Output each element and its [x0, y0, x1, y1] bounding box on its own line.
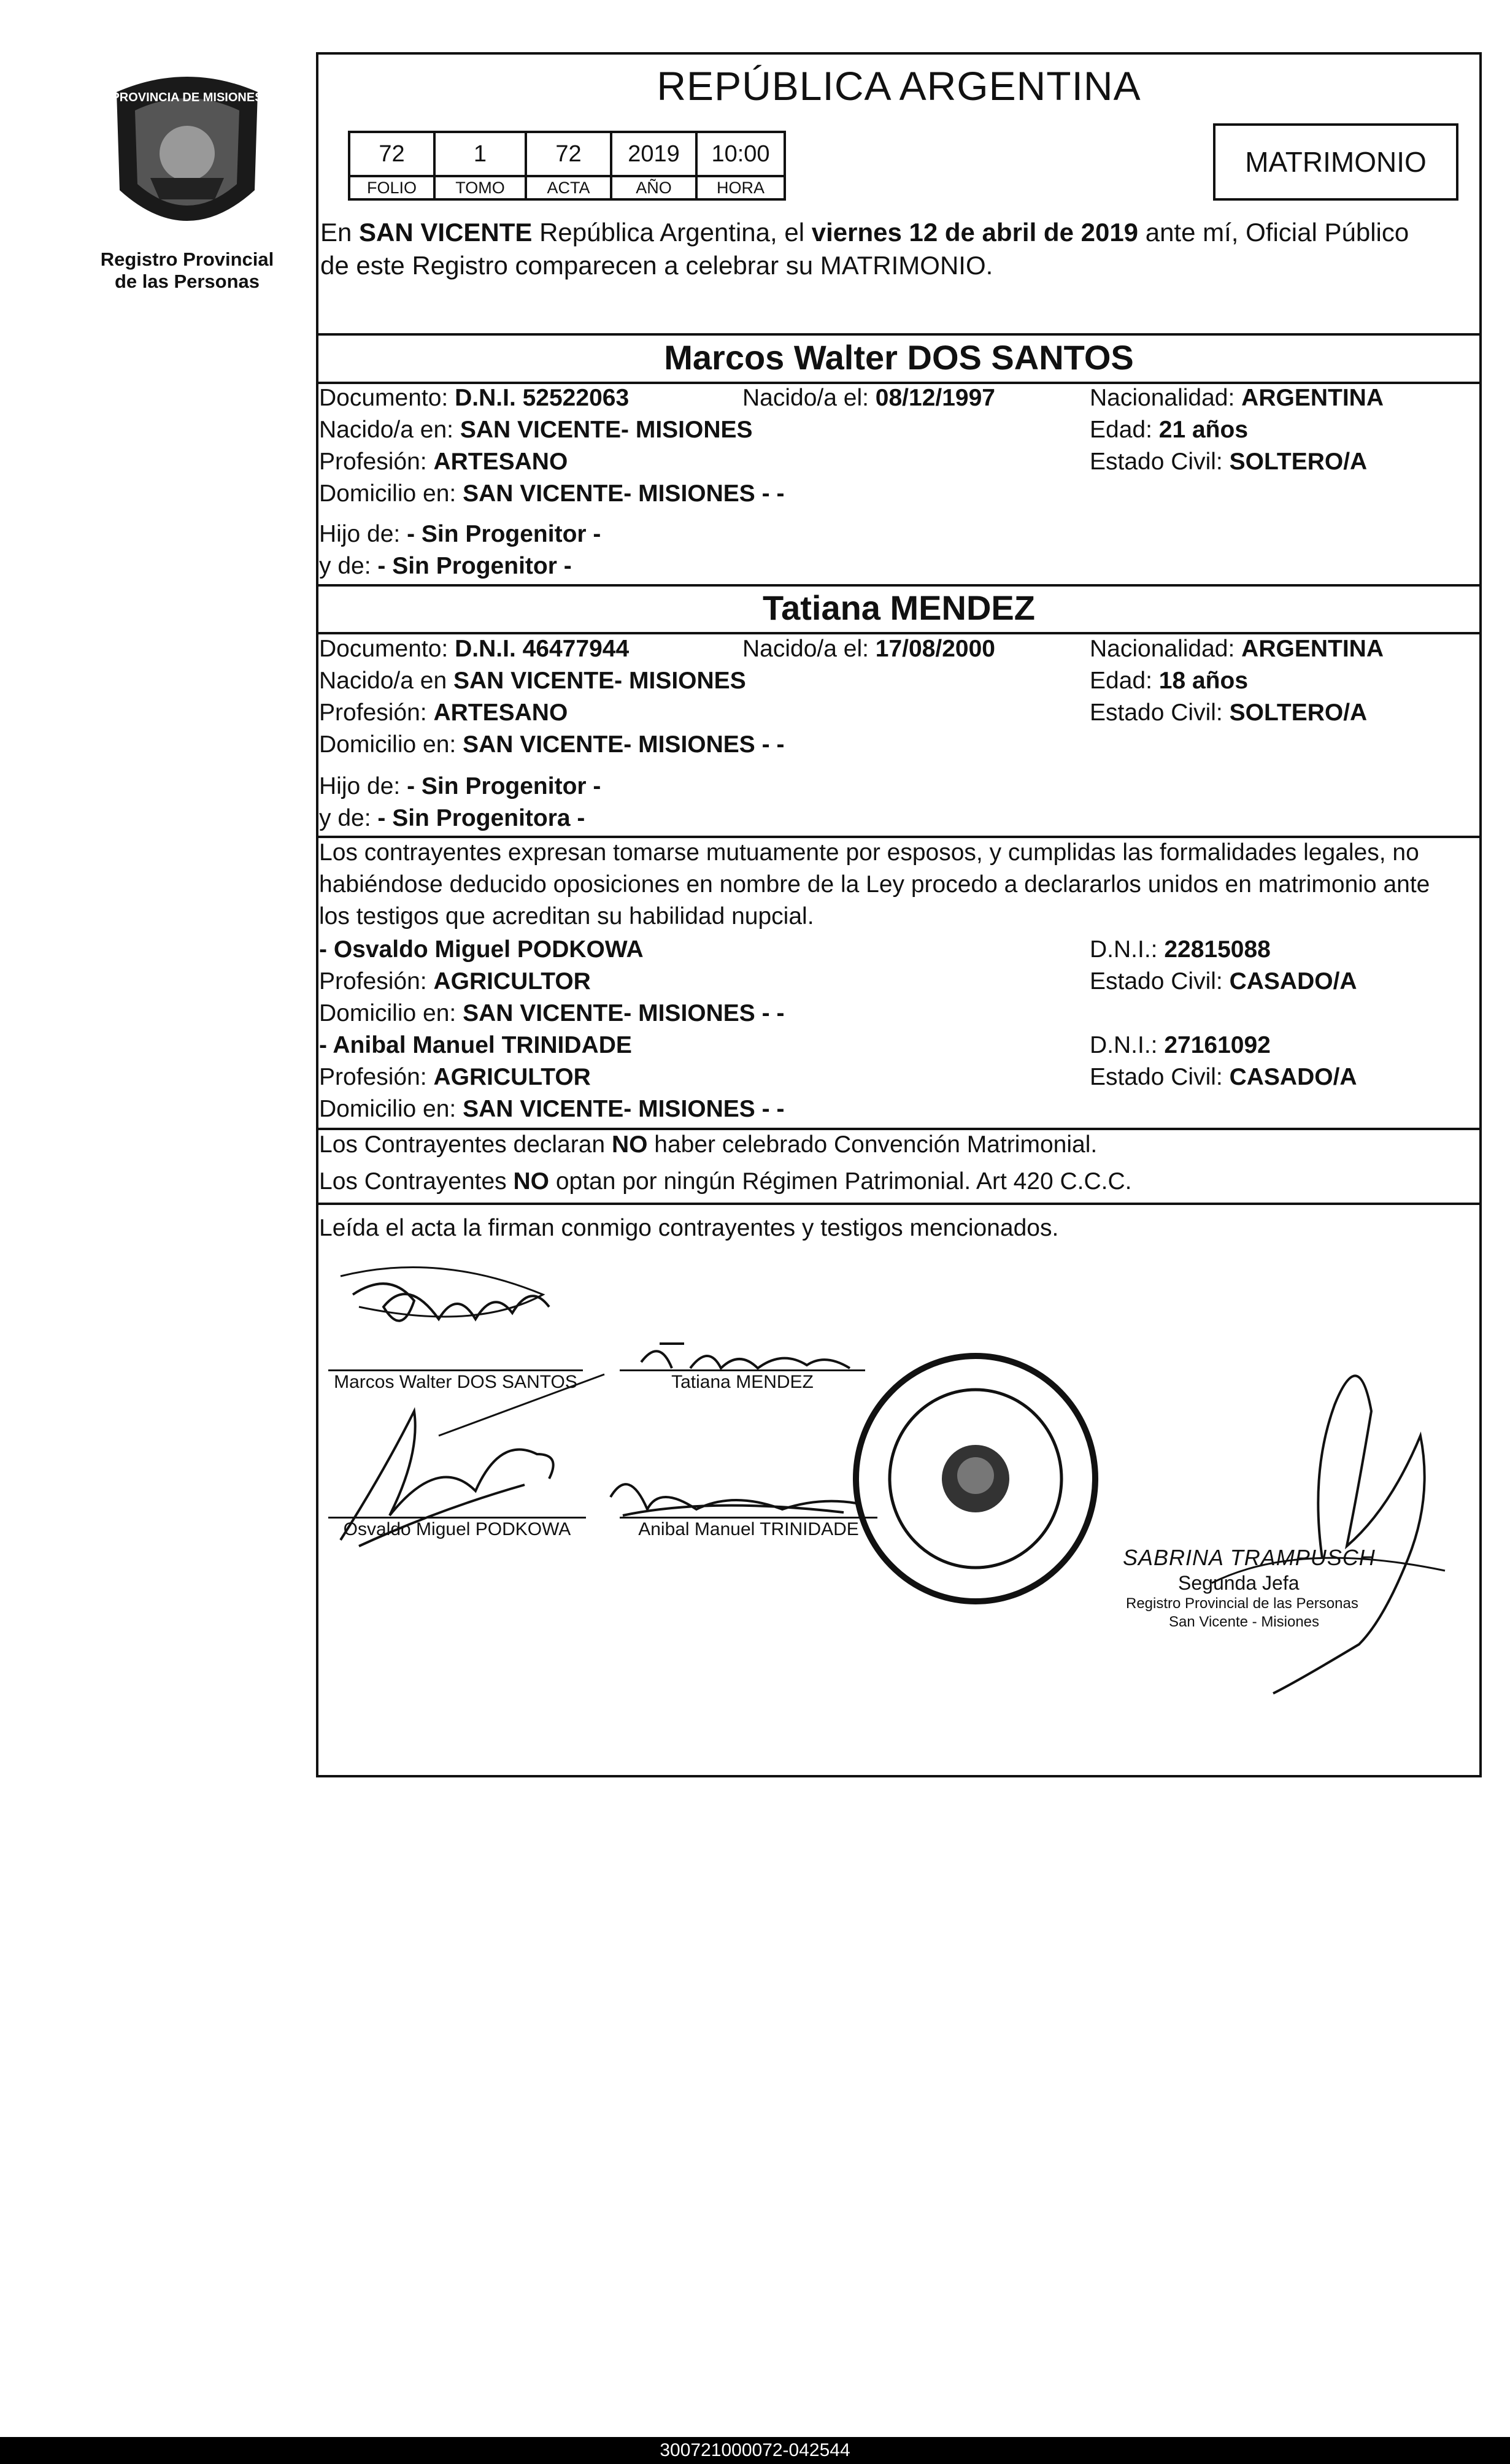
acta-value: 72	[526, 132, 611, 176]
anio-label: AÑO	[611, 176, 696, 199]
spouse1-profession: Profesión: ARTESANO	[319, 449, 568, 475]
folio-label: FOLIO	[349, 176, 434, 199]
divider	[316, 584, 1482, 587]
spouse2-birthdate: Nacido/a el: 17/08/2000	[742, 636, 995, 662]
spouse2-father: Hijo de: - Sin Progenitor -	[319, 773, 601, 799]
witness2-profession: Profesión: AGRICULTOR	[319, 1064, 591, 1090]
folio-table	[348, 131, 786, 201]
folio-value: 72	[349, 132, 434, 176]
spouse2-profession: Profesión: ARTESANO	[319, 699, 568, 726]
spouse2-age: Edad: 18 años	[1090, 668, 1249, 694]
official-name: SABRINA TRAMPUSCH	[1123, 1545, 1376, 1570]
spouse2-domicile: Domicilio en: SAN VICENTE- MISIONES - -	[319, 731, 785, 758]
spouse2-name: Tatiana MENDEZ	[763, 588, 1035, 627]
country-title: REPÚBLICA ARGENTINA	[657, 63, 1141, 109]
witness2-dni: D.N.I.: 27161092	[1090, 1032, 1271, 1058]
act-type-box: MATRIMONIO	[1213, 123, 1458, 201]
closing-statement: Leída el acta la firman conmigo contrayentes y testigos mencionados.	[319, 1215, 1059, 1241]
witness1-name: - Osvaldo Miguel PODKOWA	[319, 936, 644, 963]
witness1-dni: D.N.I.: 22815088	[1090, 936, 1271, 963]
witness2-domicile: Domicilio en: SAN VICENTE- MISIONES - -	[319, 1096, 785, 1122]
signature-witness2	[611, 1484, 856, 1515]
official-place: San Vicente - Misiones	[1169, 1614, 1320, 1630]
spouse1-father: Hijo de: - Sin Progenitor -	[319, 521, 601, 547]
spouse1-age: Edad: 21 años	[1090, 417, 1249, 443]
spouse1-name: Marcos Walter DOS SANTOS	[664, 338, 1134, 377]
spouse2-nationality: Nacionalidad: ARGENTINA	[1090, 636, 1384, 662]
spouse2-mother: y de: - Sin Progenitora -	[319, 805, 585, 831]
signature-label-witness1: Osvaldo Miguel PODKOWA	[343, 1519, 571, 1539]
official-seal	[847, 1350, 1104, 1607]
signature-official	[1273, 1376, 1425, 1693]
witness2-civil-status: Estado Civil: CASADO/A	[1090, 1064, 1357, 1090]
spouse2-civil-status: Estado Civil: SOLTERO/A	[1090, 699, 1368, 726]
spouse1-nationality: Nacionalidad: ARGENTINA	[1090, 385, 1384, 411]
official-office: Registro Provincial de las Personas	[1126, 1595, 1358, 1612]
spouse1-birthplace: Nacido/a en: SAN VICENTE- MISIONES	[319, 417, 753, 443]
convention-line: Los Contrayentes declaran NO haber celebrado Convención Matrimonial.	[319, 1131, 1098, 1158]
tomo-label: TOMO	[434, 176, 526, 199]
document-code: 300721000072-042544	[0, 2437, 1510, 2464]
province-logo	[92, 67, 282, 252]
tomo-value: 1	[434, 132, 526, 176]
intro-paragraph: En SAN VICENTE República Argentina, el viernes 12 de abril de 2019 ante mí, Oficial Público de este Registro comparecen a celebrar su MATRIMONIO.	[320, 218, 1409, 280]
signature-spouse1	[353, 1284, 549, 1321]
divider	[316, 1203, 1482, 1205]
spouse1-civil-status: Estado Civil: SOLTERO/A	[1090, 449, 1368, 475]
hora-value: 10:00	[696, 132, 785, 176]
logo-label: PROVINCIA DE MISIONES	[111, 91, 263, 104]
signature-line	[328, 1369, 583, 1371]
anio-value: 2019	[611, 132, 696, 176]
witness1-civil-status: Estado Civil: CASADO/A	[1090, 968, 1357, 995]
official-role: Segunda Jefa	[1178, 1572, 1300, 1594]
signature-label-witness2: Anibal Manuel TRINIDADE	[638, 1519, 859, 1539]
divider	[316, 333, 1482, 336]
spouse1-domicile: Domicilio en: SAN VICENTE- MISIONES - -	[319, 480, 785, 507]
signature-line	[620, 1517, 877, 1519]
witness2-name: - Anibal Manuel TRINIDADE	[319, 1032, 632, 1058]
witness1-domicile: Domicilio en: SAN VICENTE- MISIONES - -	[319, 1000, 785, 1026]
spouse1-mother: y de: - Sin Progenitor -	[319, 553, 572, 579]
logo-caption: Registro Provincial de las Personas	[100, 248, 274, 292]
hora-label: HORA	[696, 176, 785, 199]
signature-line	[620, 1369, 865, 1371]
acta-label: ACTA	[526, 176, 611, 199]
signature-label-spouse1: Marcos Walter DOS SANTOS	[334, 1372, 577, 1392]
spouse2-birthplace: Nacido/a en SAN VICENTE- MISIONES	[319, 668, 746, 694]
signature-label-spouse2: Tatiana MENDEZ	[671, 1372, 814, 1392]
spouse2-document: Documento: D.N.I. 46477944	[319, 636, 630, 662]
declaration-paragraph: Los contrayentes expresan tomarse mutuamente por esposos, y cumplidas las formalidades legales, no habiéndose deducido oposiciones en nombre de la Ley procedo a declararlos unidos en matrimonio ante los testigos que acreditan su habilidad nupcial.	[319, 839, 1430, 930]
spouse1-document: Documento: D.N.I. 52522063	[319, 385, 630, 411]
signature-line	[328, 1517, 586, 1519]
spouse1-birthdate: Nacido/a el: 08/12/1997	[742, 385, 995, 411]
witness1-profession: Profesión: AGRICULTOR	[319, 968, 591, 995]
regime-line: Los Contrayentes NO optan por ningún Régimen Patrimonial. Art 420 C.C.C.	[319, 1168, 1132, 1195]
signature-spouse2	[641, 1344, 850, 1368]
